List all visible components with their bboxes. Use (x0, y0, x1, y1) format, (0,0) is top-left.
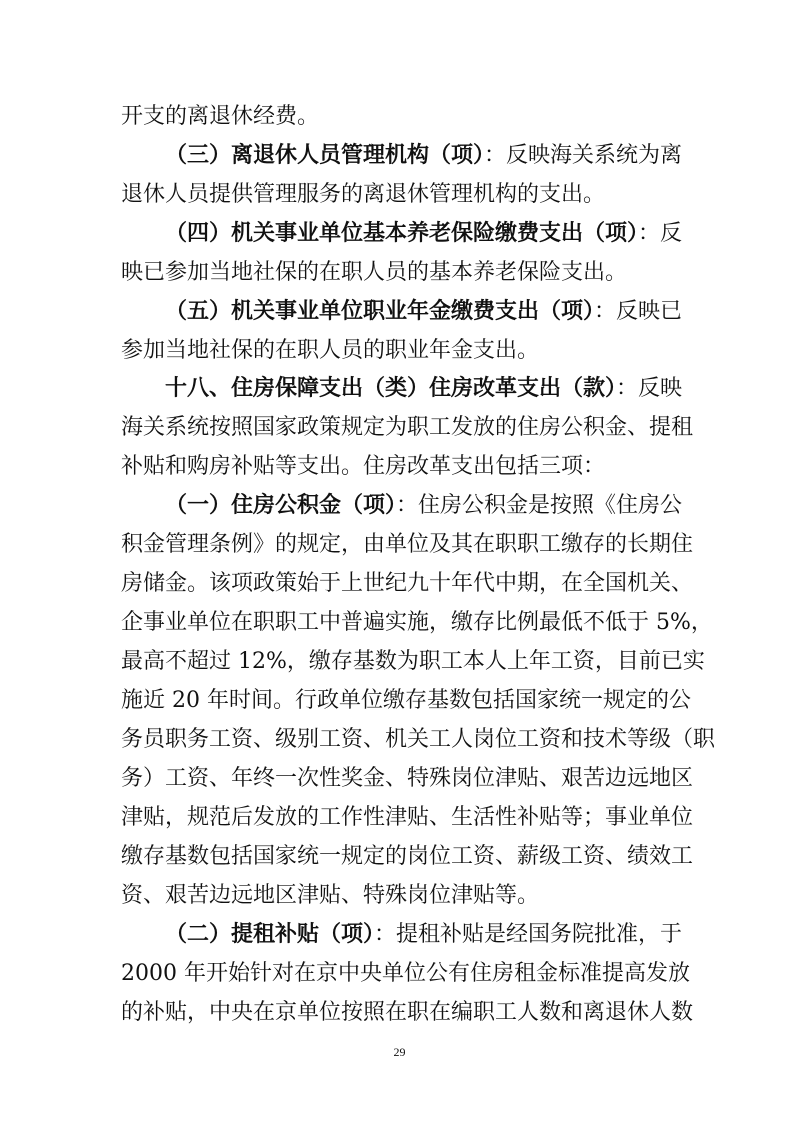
page-number: 29 (393, 1045, 406, 1059)
line-3-text: 退休人员提供管理服务的离退休管理机构的支出。 (121, 182, 606, 207)
text-line-17 (121, 721, 716, 759)
text-line-11 (165, 487, 681, 525)
heading-item-3: （三）离退休人员管理机构（项） (165, 143, 485, 168)
line-14-text: 企事业单位在职职工中普遍实施，缴存比例最低不低于 5%， (121, 610, 713, 635)
text-line-8 (165, 370, 681, 408)
text-line-9 (121, 409, 694, 447)
line-9-text: 海关系统按照国家政策规定为职工发放的住房公积金、提租 (121, 415, 694, 440)
text-line-7 (121, 332, 681, 370)
heading-item-5: （五）机关事业单位职业年金缴费支出（项） (165, 299, 595, 324)
text-line-4 (165, 215, 681, 253)
text-line-15 (121, 643, 705, 681)
line-11-text: ：住房公积金是按照《住房公 (396, 493, 683, 518)
text-line-2 (165, 137, 681, 175)
text-line-3 (121, 176, 681, 214)
heading-item-1: （一）住房公积金（项） (165, 493, 397, 518)
text-line-18 (121, 760, 694, 798)
text-line-5 (121, 254, 681, 292)
line-4-text: ：反 (638, 221, 683, 246)
line-2-text: ：反映海关系统为离 (484, 143, 683, 168)
text-line-23 (121, 955, 690, 993)
line-19-text: 津贴，规范后发放的工作性津贴、生活性补贴等；事业单位 (121, 805, 694, 830)
text-line-19 (121, 799, 694, 837)
text-line-22 (165, 916, 681, 954)
text-line-16 (121, 682, 691, 720)
text-line-20 (121, 838, 694, 876)
text-line-24 (121, 994, 694, 1032)
line-6-text: ：反映已 (594, 299, 683, 324)
line-15-text: 最高不超过 12%，缴存基数为职工本人上年工资，目前已实 (121, 649, 705, 674)
line-23-text: 2000 年开始针对在京中央单位公有住房租金标准提高发放 (121, 961, 690, 986)
text-line-14 (121, 604, 713, 642)
heading-item-2: （二）提租补贴（项） (165, 922, 375, 947)
text-line-21 (121, 877, 681, 915)
line-21-text: 资、艰苦边远地区津贴、特殊岗位津贴等。 (121, 883, 540, 908)
line-5-text: 映已参加当地社保的在职人员的基本养老保险支出。 (121, 260, 628, 285)
line-7-text: 参加当地社保的在职人员的职业年金支出。 (121, 338, 540, 363)
line-1-text: 开支的离退休经费。 (121, 104, 320, 129)
line-12-text: 积金管理条例》的规定，由单位及其在职职工缴存的长期住 (121, 532, 694, 557)
line-18-text: 务）工资、年终一次性奖金、特殊岗位津贴、艰苦边远地区 (121, 766, 694, 791)
text-line-13 (121, 565, 694, 603)
line-24-text: 的补贴，中央在京单位按照在职在编职工人数和离退休人数 (121, 1000, 694, 1025)
text-line-10 (121, 448, 681, 486)
line-10-text: 补贴和购房补贴等支出。住房改革支出包括三项： (121, 454, 606, 479)
line-22-text: ：提租补贴是经国务院批准，于 (374, 922, 683, 947)
text-line-1 (121, 98, 681, 136)
heading-item-4: （四）机关事业单位基本养老保险缴费支出（项） (165, 221, 639, 246)
line-13-text: 房储金。该项政策始于上世纪九十年代中期，在全国机关、 (121, 571, 694, 596)
text-line-12 (121, 526, 694, 564)
line-20-text: 缴存基数包括国家统一规定的岗位工资、薪级工资、绩效工 (121, 844, 694, 869)
text-line-6 (165, 293, 681, 331)
line-16-text: 施近 20 年时间。行政单位缴存基数包括国家统一规定的公 (121, 688, 691, 713)
line-17-text: 务员职务工资、级别工资、机关工人岗位工资和技术等级（职 (121, 727, 716, 752)
line-8-text: ：反映 (616, 376, 683, 401)
heading-section-18: 十八、住房保障支出（类）住房改革支出（款） (165, 376, 617, 401)
